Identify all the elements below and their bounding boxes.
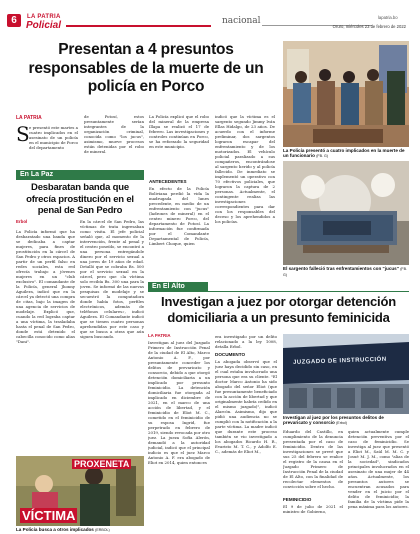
elalto-banner-line (208, 291, 409, 292)
elalto-source: LA PATRIA (148, 333, 171, 338)
elalto-caption-text: Investigan al juez por los presuntos delitos de prevaricato y consorcio (283, 415, 384, 426)
dateline: Oruro, miércoles 23 de febrero de 2022 (332, 24, 406, 29)
elalto-photo-caption (283, 415, 409, 427)
elalto-col-3: Eduardo del Castillo, en cumplimiento de la denuncia presentada por el caso de feminicidio. Dentro de las investigaciones se prevé que sus 25 del febrero se realice el registro de la causa en el Juzgado Primero de Instrucción Penal de la ciudad de El Alto, con la finalidad de recolectar elementos de convicción sobre el hecho. (283, 429, 343, 489)
photo1-caption-text: La Policía presentó a cuatro implicados en la muerte de un funcionario (283, 148, 405, 159)
region-banner-elalto: En El Alto (148, 282, 208, 292)
brand-top: LA PATRIA (27, 14, 61, 20)
elalto-caption-credit: (Erbol) (336, 421, 347, 426)
antecedentes-heading: ANTECEDENTES (149, 179, 187, 184)
photo-fallen-sergeant (283, 161, 409, 265)
elalto-headline: Investigan a juez por otorgar detención domiciliaria a un presunto feminicida (161, 294, 396, 325)
main-source: LA PATRIA (16, 115, 42, 121)
site-label: lapatria.bo (378, 15, 398, 20)
photo2-caption-credit: (FB. G) (283, 267, 407, 278)
main-col-1: e presentó este martes a cuatro implicados en el asesinato de un policía en el municipio de Porco del departamento (29, 125, 78, 150)
photo-courthouse (283, 334, 409, 414)
feminicidio-heading: FEMINICIDIO (283, 497, 312, 502)
lapaz-caption-text: La Policía busca a otros implicados (16, 527, 94, 532)
photo1-caption-credit: (FB. G) (316, 154, 328, 159)
documento-heading: DOCUMENTO (215, 352, 246, 357)
elalto-col-4: quien actualmente cumple detención preventiva por el caso de feminicidio. Se investiga al juez que presentó a Eliot M., Saúl M. M. C. y Josué M. J. M., como "alias de la sociedad", sindicados principales involucrados en el asesinato de una mujer de 44 años. Actualmente, los presuntos autores se encuentran acusados para vender en el juicio por el delito de feminicidio; la familia de la víctima pide la pena máxima para los autores. (348, 429, 409, 509)
elalto-col-2: era investigado por un delito relacionado a la ley 1008, detalla Erbol. (215, 334, 277, 349)
lapaz-graphic (16, 456, 144, 526)
photo1-caption (283, 148, 409, 159)
main-drop-cap: S (16, 122, 30, 146)
section-label: nacional (222, 16, 261, 26)
photo-suspects-presented (283, 41, 409, 147)
graphic-label-victima: VÍCTIMA (22, 508, 76, 523)
elalto-col-2-wrap (215, 334, 277, 530)
lapaz-headline: Desbaratan banda que ofrecía prostitución en el penal de San Pedro (26, 182, 134, 216)
photo-scene-press (283, 41, 409, 147)
photo2-caption-text: El sargento falleció tras enfrentamientos con "jucus" (283, 266, 399, 271)
main-col-3-wrap (149, 114, 209, 274)
main-col-4: indicó que la víctima es el sargento segundo Jimmy Iván Ellas Hidalgo, de 23 años. De acuerdo con el informe preliminar, dos sargentos lograron escapar del enfrentamiento y de los motorizados. El vehículo policial paralizado a sus compañeros, encontrándose al sargento herido y al policía fallecido. De inmediato se implementó un operativo con 70 efectivos policiales, que lograron la captura de 2 personas. Actualmente, el contingente realiza las investigaciones correspondientes para dar con los responsables del deceso y los aprehendidos a los policías. (215, 114, 275, 224)
page-number: 6 (11, 15, 17, 26)
photo2-caption (283, 266, 409, 278)
photo-scene-funeral (283, 161, 409, 265)
elalto-col-2b: La abogada observó que el juez haya decidido sin caso, en el cual estaba involucrado una persona que era su cliente. "El doctor Marco Antonio ha sido abogado del señor Eliot (que fue presuntamente beneficiado con la acción de libertad y que originalmente habría cedido en el mismo juzgado)", indicó Alarcón. Asimismo, dijo que pidió una audiencia no se cumplió con la notificación a la parte víctima. La madre indicó que durante este proceso también se vio investigado a los abogados Ricardo H. R., Evaristo M. T. C., y Adolfo E. C., además de Eliot M., (215, 359, 277, 454)
masthead (0, 0, 420, 40)
photo-scene-courthouse (283, 334, 409, 414)
elalto-col-3b: El 9 de julio de 2021 el ministro de Gobierno, (283, 504, 343, 514)
main-headline: Presentan a 4 presuntos responsables de la muerte de un policía en Porco (28, 41, 264, 95)
elalto-col-3-wrap (283, 429, 343, 532)
elalto-col-1: Investigan al juez del Juzgado Primero de Instrucción Penal de la ciudad de El Alto, Marco Antonio A. F., por presuntamente conceder los delitos de prevaricato y consorcio, debido a que otorgó detención domiciliaria a un implicado por presunto feminicidio. La detención domiciliaria fue otorgada al implicado en diciembre de 2021, en el marco de una acción de libertad, y el feminicidio de Eliot M. C., cometido en el feminicidio de su esposa Ingrid, fue perpetrado en febrero de 2019, siendo revocada por otro juez. La jueza Sofía Alerón, demandó a la autoridad judicial, indicó que el principal indicio es que el juez Marco Antonio A. F. era abogado de Eliot en 2014, quien entonces (148, 340, 210, 465)
main-col-3: La Policía explicó que el robo del mineral de la empresa Illapa se realizó el 17 de febrero. Las investigaciones y controles continúan en Porco, se ha reforzado la seguridad en este municipio. (149, 114, 209, 149)
lapaz-caption-credit: (ERBOL) (95, 528, 110, 532)
lapaz-source: Erbol (16, 219, 28, 224)
main-col-3b: En efecto de la Policía Boliviana perdió la vida la madrugada del lunes precedente, en medio de un enfrentamiento con "jucus" (ladrones de mineral) en el centro minero Porco, del departamento de Potosí. La información fue confirmada por el Comandante Departamental de Policía, Limbert Choque, quien (149, 186, 209, 246)
lapaz-col-2: En la cárcel de San Pedro, las víctimas de trata ingresaban como visita. El jefe policial señaló que, al momento de la intervención, frente al penal y el centro poseído, se encontró a una persona entregándole dinero por el servicio sexual a una joven de 19 años de edad. Detalló que se cobraba Bs. 500 por el servicio sexual en la cárcel, pero que «la víctima solo recibía Bs. 300 una para la joven. Se informó de las nuevas pesquisas de modelaje y se secuestró la computadora donde había fotos, perfiles electrónicos, además de teléfonos celulares», indicó Aguilera. El Comandante indicó que se tienen cuatro personas aprehendidas por este caso y que se busca a otras que aún siguen buscando. (80, 219, 144, 339)
lapaz-photo-caption (16, 527, 144, 534)
lapaz-col-1: La Policía informó que ha desbaratado una banda que se dedicaba a captar mujeres, para fines de prostitución en la cárcel de San Pedro y otros espacios. A partir de un perfil falso en redes sociales, esta red ofrecía trabajo a jóvenes mujeres en un "club exclusivo". El comandante de la Policía, general Jhonny Aguilera, indicó que en la cárcel ya detectó una compra de citas, bajo la imagen de una agencia de servicios de modelaje. Explicó que, cuando la red lograba captar a una víctima, la trasladaba hasta el penal de San Pedro, donde está detenido el cabecilla conocido como alias "Dani". (16, 229, 75, 344)
main-col-2: de Potosí, estos presuntamente serían integrantes de la organización criminal, conocida como "los jucus", asimismo, mueve procesos están detenidas por el robo de mineral. (84, 114, 144, 154)
graphic-label-proxeneta: PROXENETA (74, 459, 130, 469)
courthouse-sign-text: JUZGADO DE INSTRUCCIÓN (292, 356, 387, 366)
brand-bottom: Policial (26, 20, 62, 31)
masthead-rule (66, 25, 211, 27)
region-banner-lapaz: En La Paz (16, 170, 144, 180)
